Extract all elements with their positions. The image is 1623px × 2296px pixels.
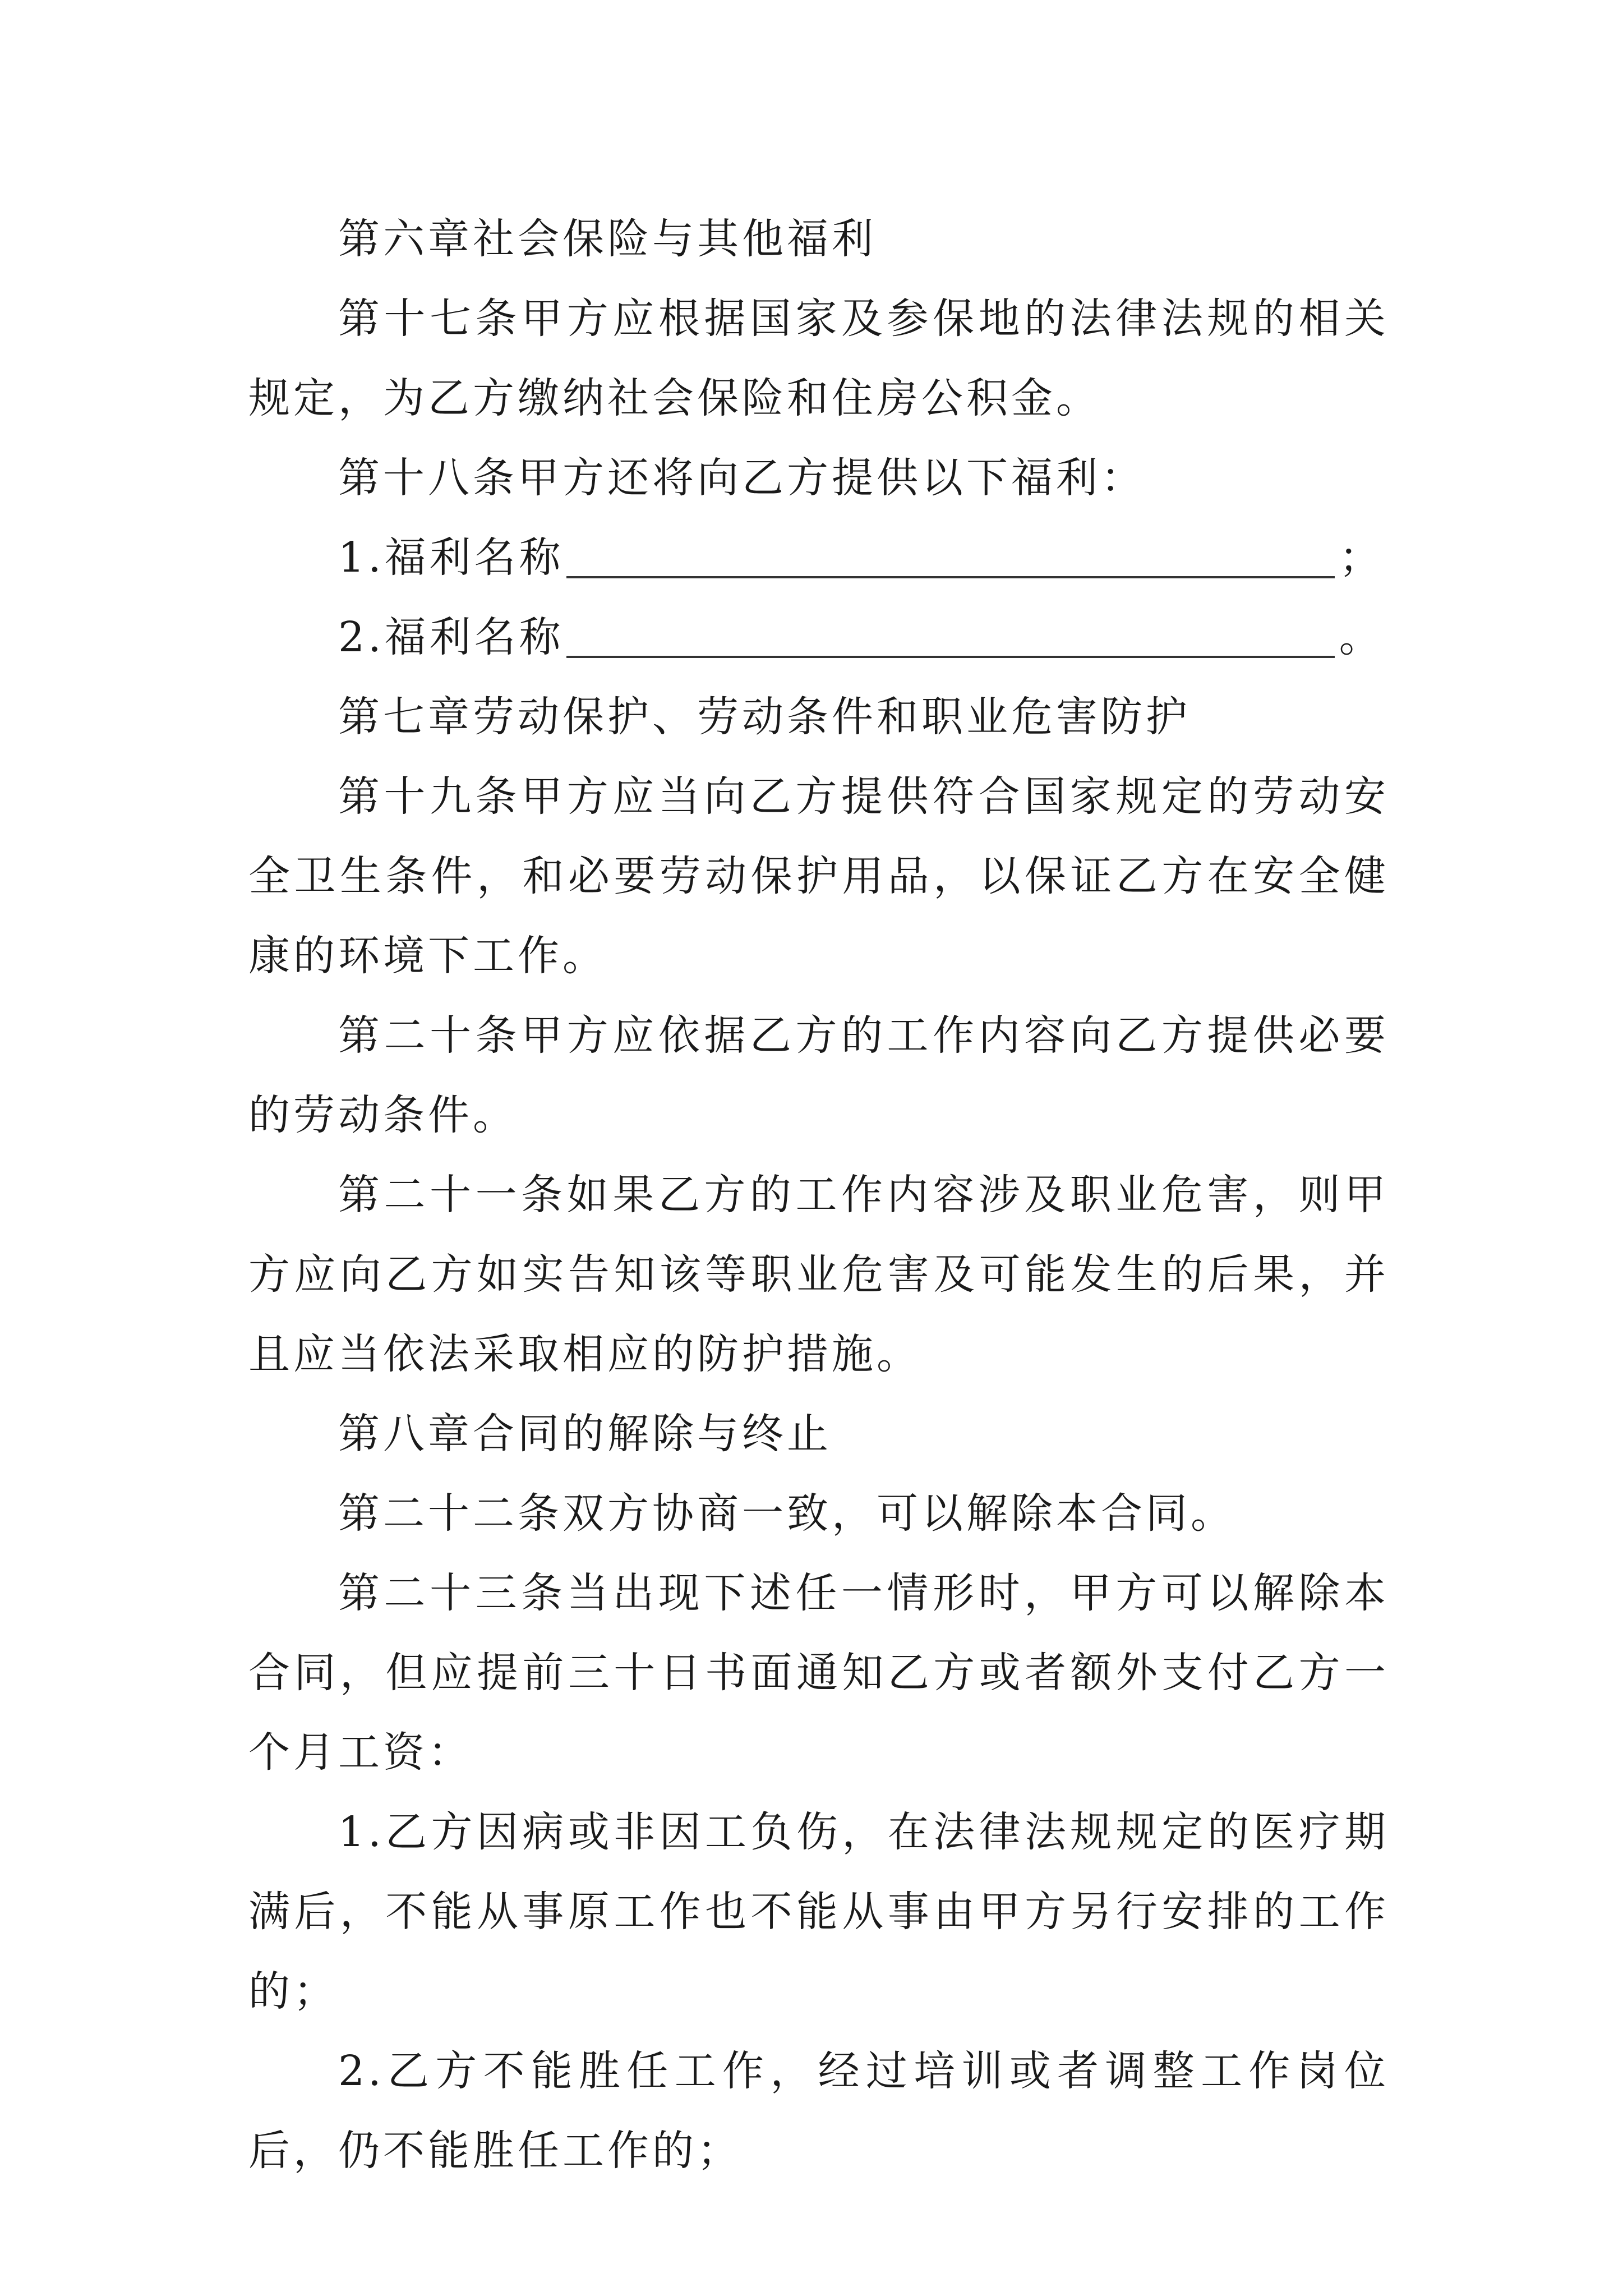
benefit-item-2-label: 2.福利名称 [338, 613, 564, 661]
article-21: 第二十一条如果乙方的工作内容涉及职业危害，则甲方应向乙方如实告知该等职业危害及可能发生的后果，并且应当依法采取相应的防护措施。 [248, 1171, 1389, 1378]
benefit-item-1-label: 1.福利名称 [338, 533, 564, 582]
article-18: 第十八条甲方还将向乙方提供以下福利： [338, 454, 1146, 502]
article-23: 第二十三条当出现下述任一情形时，甲方可以解除本合同，但应提前三十日书面通知乙方或者额外支付乙方一个月工资： [248, 1569, 1389, 1777]
benefit-item-2-punct: 。 [1339, 613, 1384, 661]
benefit-name-1-blank[interactable] [566, 526, 1335, 578]
article-22: 第二十二条双方协商一致，可以解除本合同。 [338, 1489, 1235, 1538]
article-23-item-2: 2.乙方不能胜任工作，经过培训或者调整工作岗位后，仍不能胜任工作的； [248, 2047, 1389, 2175]
article-23-item-1: 1.乙方因病或非因工负伤，在法律法规规定的医疗期满后，不能从事原工作也不能从事由甲方另行安排的工作的； [248, 1808, 1389, 2016]
article-17: 第十七条甲方应根据国家及参保地的法律法规的相关规定，为乙方缴纳社会保险和住房公积金。 [248, 295, 1389, 422]
benefit-item-2 [248, 597, 1389, 677]
benefit-name-2-blank[interactable] [566, 605, 1335, 658]
article-19: 第十九条甲方应当向乙方提供符合国家规定的劳动安全卫生条件，和必要劳动保护用品，以保证乙方在安全健康的环境下工作。 [248, 772, 1389, 980]
article-20: 第二十条甲方应依据乙方的工作内容向乙方提供必要的劳动条件。 [248, 1011, 1389, 1139]
chapter-6-heading: 第六章社会保险与其他福利 [338, 215, 877, 263]
benefit-item-1-punct: ； [1339, 533, 1384, 582]
benefit-item-1 [248, 518, 1389, 597]
chapter-7-heading: 第七章劳动保护、劳动条件和职业危害防护 [338, 693, 1191, 741]
document-body [248, 199, 1389, 2191]
chapter-8-heading: 第八章合同的解除与终止 [338, 1410, 832, 1458]
